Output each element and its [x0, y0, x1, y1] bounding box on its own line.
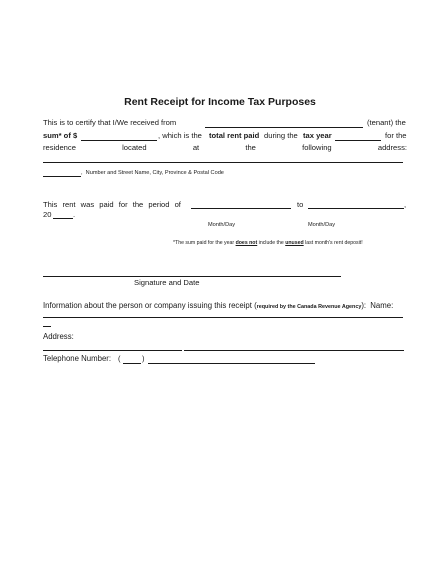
address-label: Address: [43, 332, 74, 341]
cra-required-text: required by the Canada Revenue Agency [256, 304, 362, 310]
residence-line [43, 143, 407, 152]
document-title: Rent Receipt for Income Tax Purposes [124, 96, 316, 108]
sum-label: sum* of $ [43, 131, 78, 140]
during-the-text: during the [264, 131, 298, 140]
year-prefix: 20 [43, 210, 52, 219]
to-text: to [297, 200, 304, 209]
footnote-part-c: include the [258, 240, 284, 246]
year-suffix: . [73, 210, 76, 219]
signature-field[interactable] [43, 276, 341, 277]
which-is-text: , which is the [158, 131, 202, 140]
address-field-line-1[interactable] [43, 162, 403, 163]
period-start-field[interactable] [191, 208, 291, 209]
total-rent-paid-text: total rent paid [209, 131, 260, 140]
area-code-open: ( [118, 354, 121, 363]
issuer-address-field-1[interactable] [43, 350, 182, 351]
for-the-text: for the [385, 131, 407, 140]
period-text: This rent was paid for the period of [43, 200, 181, 209]
issuer-info-heading [43, 301, 393, 310]
sum-amount-field[interactable] [81, 140, 157, 141]
address-hint-text: Number and Street Name, City, Province & Postal Code [85, 170, 224, 176]
footnote-part-e: last month's rent deposit! [305, 240, 363, 246]
footnote-does-not: does not [235, 240, 258, 246]
footnote-unused: unused [285, 240, 304, 246]
period-end-field[interactable] [308, 208, 404, 209]
word-residence: residence [43, 143, 76, 152]
issuer-info-close: ): [361, 301, 367, 310]
word-address: address: [377, 143, 407, 152]
tax-year-field[interactable] [335, 140, 381, 141]
comma-text: , [404, 200, 407, 209]
tenant-label: (tenant) the [367, 118, 406, 127]
telephone-number-field[interactable] [148, 363, 315, 364]
area-code-close: ) [142, 354, 145, 363]
area-code-field[interactable] [123, 363, 141, 364]
address-hint: , Number and Street Name, City, Province & Postal Code [81, 170, 224, 176]
word-the: the [245, 143, 256, 152]
word-following: following [302, 143, 332, 152]
issuer-name-field-continued[interactable] [43, 326, 51, 327]
certify-text: This is to certify that I/We received from [43, 118, 177, 127]
issuer-name-field[interactable] [43, 317, 403, 318]
period-text-wrap [43, 200, 189, 209]
year-field[interactable] [53, 218, 73, 219]
word-located: located [122, 143, 147, 152]
tax-year-text: tax year [303, 131, 332, 140]
name-label: Name: [370, 301, 394, 310]
telephone-label: Telephone Number: [43, 354, 112, 363]
month-day-label-end: Month/Day [308, 222, 336, 228]
issuer-address-field-2[interactable] [184, 350, 404, 351]
word-at: at [192, 143, 200, 152]
address-field-line-2[interactable] [43, 176, 81, 177]
issuer-info-text: Information about the person or company issuing this receipt ( [43, 301, 257, 310]
month-day-label-start: Month/Day [208, 222, 236, 228]
footnote [173, 240, 363, 246]
tenant-name-field[interactable] [205, 127, 363, 128]
signature-label: Signature and Date [134, 278, 200, 287]
footnote-part-a: *The sum paid for the year [173, 240, 235, 246]
